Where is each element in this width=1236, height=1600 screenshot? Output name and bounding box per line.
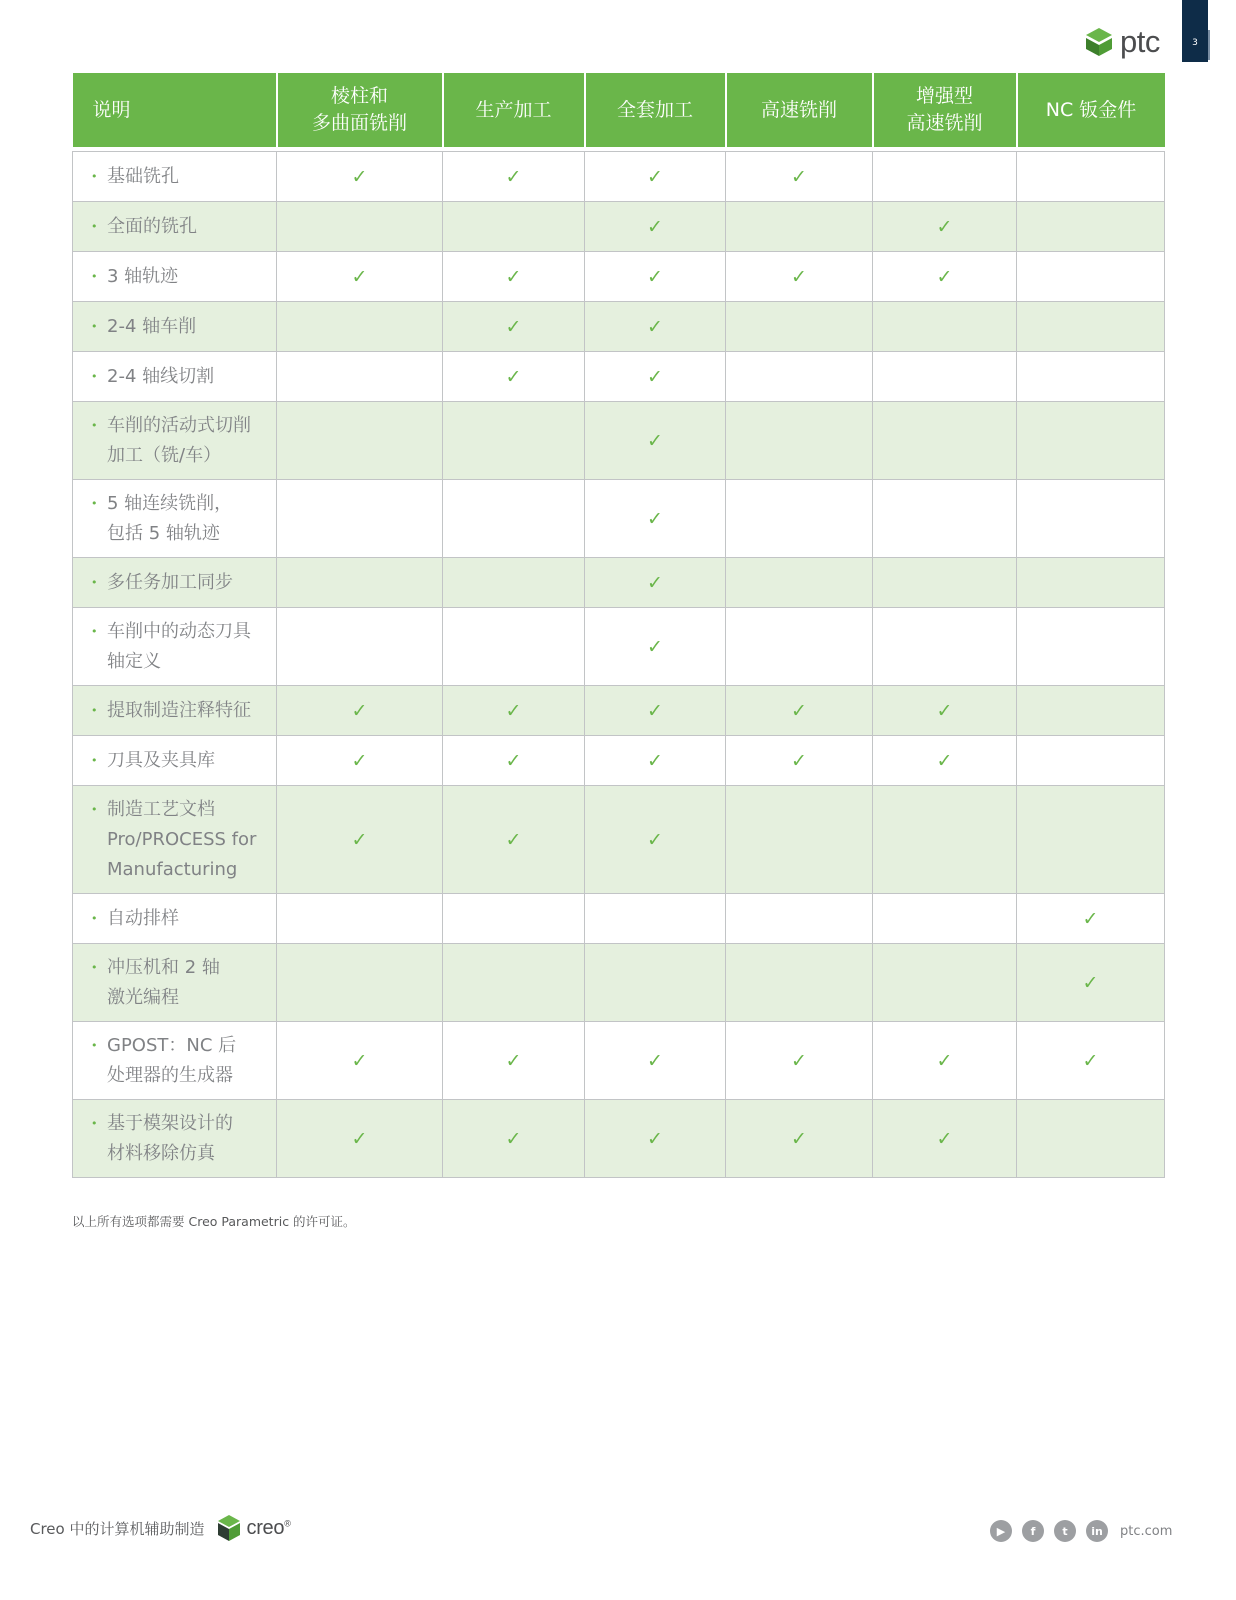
linkedin-icon[interactable]: in bbox=[1086, 1520, 1108, 1542]
row-label: 基于模架设计的 材料移除仿真 bbox=[107, 1112, 233, 1164]
checkmark-icon: ✓ bbox=[936, 215, 953, 238]
bullet-icon: • bbox=[91, 624, 98, 638]
header-nc-sheetmetal: NC 钣金件 bbox=[1017, 73, 1165, 147]
matrix-cell bbox=[1017, 736, 1165, 786]
checkmark-icon: ✓ bbox=[505, 265, 522, 288]
bullet-icon: • bbox=[91, 960, 98, 974]
creo-trademark: ® bbox=[284, 1517, 291, 1528]
license-footnote: 以上所有选项都需要 Creo Parametric 的许可证。 bbox=[72, 1214, 356, 1229]
checkmark-icon: ✓ bbox=[505, 749, 522, 772]
table-row bbox=[73, 1022, 1165, 1100]
matrix-cell bbox=[726, 152, 873, 202]
bullet-icon: • bbox=[91, 496, 98, 510]
matrix-cell bbox=[585, 152, 726, 202]
row-label-cell bbox=[73, 402, 277, 480]
website-link[interactable]: ptc.com bbox=[1120, 1523, 1173, 1539]
row-label-cell bbox=[73, 352, 277, 402]
checkmark-icon: ✓ bbox=[936, 265, 953, 288]
twitter-icon[interactable]: t bbox=[1054, 1520, 1076, 1542]
matrix-cell bbox=[726, 480, 873, 558]
matrix-cell bbox=[873, 252, 1017, 302]
matrix-cell bbox=[585, 944, 726, 1022]
row-label: 全面的铣孔 bbox=[107, 215, 197, 237]
matrix-cell bbox=[726, 1022, 873, 1100]
matrix-cell bbox=[443, 202, 585, 252]
checkmark-icon: ✓ bbox=[505, 699, 522, 722]
matrix-cell bbox=[277, 558, 443, 608]
matrix-cell bbox=[873, 944, 1017, 1022]
feature-matrix bbox=[72, 73, 1165, 1178]
table-row bbox=[73, 558, 1165, 608]
row-label: GPOST：NC 后 处理器的生成器 bbox=[107, 1034, 237, 1086]
checkmark-icon: ✓ bbox=[647, 165, 663, 188]
header-high-speed: 高速铣削 bbox=[726, 73, 873, 147]
table-row bbox=[73, 202, 1165, 252]
matrix-cell bbox=[726, 252, 873, 302]
table-row bbox=[73, 944, 1165, 1022]
matrix-cell bbox=[443, 558, 585, 608]
matrix-cell bbox=[726, 686, 873, 736]
table-row bbox=[73, 1100, 1165, 1178]
matrix-cell bbox=[443, 944, 585, 1022]
checkmark-icon: ✓ bbox=[647, 507, 663, 530]
page-tab-accent bbox=[1208, 30, 1210, 60]
matrix-cell bbox=[1017, 480, 1165, 558]
matrix-cell bbox=[726, 736, 873, 786]
matrix-cell bbox=[443, 302, 585, 352]
checkmark-icon: ✓ bbox=[647, 828, 663, 851]
matrix-cell bbox=[873, 302, 1017, 352]
matrix-cell bbox=[585, 686, 726, 736]
matrix-cell bbox=[443, 786, 585, 894]
matrix-cell bbox=[873, 558, 1017, 608]
bullet-icon: • bbox=[91, 1038, 98, 1052]
checkmark-icon: ✓ bbox=[351, 1127, 368, 1150]
matrix-cell bbox=[585, 302, 726, 352]
matrix-cell bbox=[726, 558, 873, 608]
row-label: 多任务加工同步 bbox=[107, 571, 233, 593]
bullet-icon: • bbox=[91, 319, 98, 333]
creo-wordmark bbox=[247, 1517, 291, 1540]
matrix-cell bbox=[585, 736, 726, 786]
matrix-cell bbox=[726, 302, 873, 352]
matrix-cell bbox=[873, 152, 1017, 202]
checkmark-icon: ✓ bbox=[505, 828, 522, 851]
matrix-cell bbox=[443, 736, 585, 786]
matrix-cell bbox=[1017, 202, 1165, 252]
matrix-cell bbox=[443, 894, 585, 944]
header-production: 生产加工 bbox=[443, 73, 585, 147]
row-label-cell bbox=[73, 302, 277, 352]
ptc-wordmark: ptc bbox=[1120, 24, 1160, 59]
row-label: 自动排样 bbox=[107, 907, 179, 929]
checkmark-icon: ✓ bbox=[647, 315, 663, 338]
checkmark-icon: ✓ bbox=[647, 429, 663, 452]
row-label: 3 轴轨迹 bbox=[107, 265, 179, 287]
header-description: 说明 bbox=[73, 73, 277, 147]
checkmark-icon: ✓ bbox=[791, 749, 807, 772]
table-row bbox=[73, 736, 1165, 786]
matrix-cell bbox=[443, 352, 585, 402]
youtube-icon[interactable]: ▶ bbox=[990, 1520, 1012, 1542]
table-row bbox=[73, 608, 1165, 686]
matrix-cell bbox=[585, 1022, 726, 1100]
row-label-cell bbox=[73, 944, 277, 1022]
row-label: 车削的活动式切削 加工（铣/车） bbox=[107, 414, 251, 466]
table-row bbox=[73, 480, 1165, 558]
matrix-cell bbox=[585, 252, 726, 302]
row-label: 5 轴连续铣削， 包括 5 轴轨迹 bbox=[107, 492, 233, 544]
matrix-cell bbox=[1017, 152, 1165, 202]
matrix-cell bbox=[1017, 252, 1165, 302]
row-label-cell bbox=[73, 686, 277, 736]
bullet-icon: • bbox=[91, 1116, 98, 1130]
matrix-cell bbox=[585, 480, 726, 558]
checkmark-icon: ✓ bbox=[647, 571, 663, 594]
matrix-cell bbox=[585, 402, 726, 480]
bullet-icon: • bbox=[91, 219, 98, 233]
checkmark-icon: ✓ bbox=[351, 828, 368, 851]
checkmark-icon: ✓ bbox=[351, 1049, 368, 1072]
header-enhanced-high-speed: 增强型 高速铣削 bbox=[873, 73, 1017, 147]
matrix-cell bbox=[443, 480, 585, 558]
checkmark-icon: ✓ bbox=[647, 365, 663, 388]
matrix-cell bbox=[726, 944, 873, 1022]
bullet-icon: • bbox=[91, 169, 98, 183]
page-number-tab bbox=[1182, 0, 1208, 62]
matrix-cell bbox=[443, 402, 585, 480]
matrix-cell bbox=[277, 252, 443, 302]
checkmark-icon: ✓ bbox=[936, 1049, 953, 1072]
checkmark-icon: ✓ bbox=[936, 749, 953, 772]
matrix-cell bbox=[443, 252, 585, 302]
checkmark-icon: ✓ bbox=[505, 165, 522, 188]
matrix-cell bbox=[1017, 352, 1165, 402]
bullet-icon: • bbox=[91, 369, 98, 383]
matrix-cell bbox=[277, 944, 443, 1022]
header-complete: 全套加工 bbox=[585, 73, 726, 147]
matrix-cell bbox=[726, 894, 873, 944]
matrix-cell bbox=[585, 608, 726, 686]
checkmark-icon: ✓ bbox=[936, 1127, 953, 1150]
table-row bbox=[73, 894, 1165, 944]
bullet-icon: • bbox=[91, 753, 98, 767]
checkmark-icon: ✓ bbox=[647, 749, 663, 772]
row-label-cell bbox=[73, 736, 277, 786]
matrix-cell bbox=[1017, 608, 1165, 686]
row-label-cell bbox=[73, 1100, 277, 1178]
row-label-cell bbox=[73, 252, 277, 302]
matrix-cell bbox=[585, 786, 726, 894]
matrix-cell bbox=[873, 352, 1017, 402]
matrix-cell bbox=[585, 894, 726, 944]
checkmark-icon: ✓ bbox=[647, 1127, 663, 1150]
checkmark-icon: ✓ bbox=[351, 165, 368, 188]
matrix-cell bbox=[1017, 786, 1165, 894]
checkmark-icon: ✓ bbox=[647, 265, 663, 288]
matrix-cell bbox=[585, 558, 726, 608]
row-label-cell bbox=[73, 202, 277, 252]
table-row bbox=[73, 152, 1165, 202]
bullet-icon: • bbox=[91, 575, 98, 589]
table-row bbox=[73, 686, 1165, 736]
matrix-cell bbox=[726, 402, 873, 480]
row-label-cell bbox=[73, 894, 277, 944]
matrix-cell bbox=[277, 152, 443, 202]
row-label: 2-4 轴线切割 bbox=[107, 365, 215, 387]
row-label-cell bbox=[73, 786, 277, 894]
matrix-cell bbox=[277, 302, 443, 352]
matrix-cell bbox=[277, 786, 443, 894]
checkmark-icon: ✓ bbox=[791, 1049, 807, 1072]
checkmark-icon: ✓ bbox=[351, 265, 368, 288]
matrix-cell bbox=[1017, 944, 1165, 1022]
matrix-cell bbox=[726, 352, 873, 402]
row-label-cell bbox=[73, 558, 277, 608]
matrix-cell bbox=[726, 608, 873, 686]
matrix-cell bbox=[1017, 1100, 1165, 1178]
header-row bbox=[73, 73, 1165, 147]
matrix-cell bbox=[873, 480, 1017, 558]
table-row bbox=[73, 252, 1165, 302]
matrix-cell bbox=[726, 202, 873, 252]
matrix-cell bbox=[277, 1100, 443, 1178]
table-row bbox=[73, 352, 1165, 402]
row-label-cell bbox=[73, 152, 277, 202]
creo-word: creo bbox=[246, 1516, 285, 1539]
matrix-cell bbox=[277, 608, 443, 686]
matrix-cell bbox=[277, 402, 443, 480]
row-label: 制造工艺文档 Pro/PROCESS for Manufacturing bbox=[107, 798, 257, 880]
page-number: 3 bbox=[1192, 38, 1198, 48]
matrix-cell bbox=[277, 894, 443, 944]
bullet-icon: • bbox=[91, 911, 98, 925]
matrix-cell bbox=[873, 402, 1017, 480]
matrix-cell bbox=[443, 608, 585, 686]
header-prismatic-multisurface: 棱柱和 多曲面铣削 bbox=[277, 73, 443, 147]
footer-title: Creo 中的计算机辅助制造 bbox=[30, 1519, 205, 1538]
matrix-cell bbox=[585, 352, 726, 402]
matrix-cell bbox=[873, 786, 1017, 894]
bullet-icon: • bbox=[91, 703, 98, 717]
checkmark-icon: ✓ bbox=[791, 1127, 807, 1150]
matrix-cell bbox=[277, 202, 443, 252]
row-label: 基础铣孔 bbox=[107, 165, 179, 187]
bullet-icon: • bbox=[91, 418, 98, 432]
row-label: 刀具及夹具库 bbox=[107, 749, 215, 771]
matrix-cell bbox=[1017, 402, 1165, 480]
matrix-cell bbox=[1017, 558, 1165, 608]
matrix-cell bbox=[873, 736, 1017, 786]
checkmark-icon: ✓ bbox=[791, 699, 807, 722]
checkmark-icon: ✓ bbox=[505, 1127, 522, 1150]
checkmark-icon: ✓ bbox=[1082, 971, 1099, 994]
ptc-cube-icon bbox=[1084, 26, 1114, 58]
row-label: 车削中的动态刀具 轴定义 bbox=[107, 620, 251, 672]
bullet-icon: • bbox=[91, 802, 98, 816]
matrix-cell bbox=[726, 786, 873, 894]
checkmark-icon: ✓ bbox=[647, 699, 663, 722]
checkmark-icon: ✓ bbox=[505, 315, 522, 338]
matrix-cell bbox=[726, 1100, 873, 1178]
facebook-icon[interactable]: f bbox=[1022, 1520, 1044, 1542]
table-row bbox=[73, 302, 1165, 352]
checkmark-icon: ✓ bbox=[505, 1049, 522, 1072]
checkmark-icon: ✓ bbox=[647, 1049, 663, 1072]
matrix-cell bbox=[873, 1022, 1017, 1100]
row-label-cell bbox=[73, 608, 277, 686]
matrix-cell bbox=[873, 608, 1017, 686]
matrix-cell bbox=[585, 1100, 726, 1178]
matrix-cell bbox=[443, 1100, 585, 1178]
matrix-cell bbox=[277, 686, 443, 736]
matrix-cell bbox=[1017, 302, 1165, 352]
checkmark-icon: ✓ bbox=[791, 165, 807, 188]
checkmark-icon: ✓ bbox=[936, 699, 953, 722]
row-label-cell bbox=[73, 480, 277, 558]
matrix-cell bbox=[1017, 894, 1165, 944]
footer-social bbox=[990, 1520, 1172, 1542]
table-row bbox=[73, 786, 1165, 894]
creo-logo bbox=[217, 1514, 291, 1542]
checkmark-icon: ✓ bbox=[647, 635, 663, 658]
matrix-cell bbox=[443, 1022, 585, 1100]
footer-left bbox=[30, 1514, 291, 1542]
ptc-logo bbox=[1084, 24, 1160, 60]
matrix-cell bbox=[873, 686, 1017, 736]
matrix-cell bbox=[277, 736, 443, 786]
checkmark-icon: ✓ bbox=[791, 265, 807, 288]
table-row bbox=[73, 402, 1165, 480]
matrix-cell bbox=[277, 1022, 443, 1100]
checkmark-icon: ✓ bbox=[1082, 907, 1099, 930]
matrix-cell bbox=[585, 202, 726, 252]
matrix-cell bbox=[277, 352, 443, 402]
matrix-body bbox=[73, 147, 1165, 1178]
matrix-cell bbox=[873, 202, 1017, 252]
row-label: 提取制造注释特征 bbox=[107, 699, 251, 721]
checkmark-icon: ✓ bbox=[351, 699, 368, 722]
checkmark-icon: ✓ bbox=[351, 749, 368, 772]
matrix-cell bbox=[277, 480, 443, 558]
bullet-icon: • bbox=[91, 269, 98, 283]
checkmark-icon: ✓ bbox=[647, 215, 663, 238]
row-label-cell bbox=[73, 1022, 277, 1100]
row-label: 冲压机和 2 轴 激光编程 bbox=[107, 956, 220, 1008]
matrix-cell bbox=[873, 894, 1017, 944]
matrix-cell bbox=[443, 686, 585, 736]
matrix-cell bbox=[1017, 686, 1165, 736]
creo-cube-icon bbox=[217, 1514, 241, 1542]
matrix-cell bbox=[873, 1100, 1017, 1178]
checkmark-icon: ✓ bbox=[505, 365, 522, 388]
row-label: 2-4 轴车削 bbox=[107, 315, 197, 337]
checkmark-icon: ✓ bbox=[1082, 1049, 1099, 1072]
matrix-cell bbox=[1017, 1022, 1165, 1100]
matrix-cell bbox=[443, 152, 585, 202]
